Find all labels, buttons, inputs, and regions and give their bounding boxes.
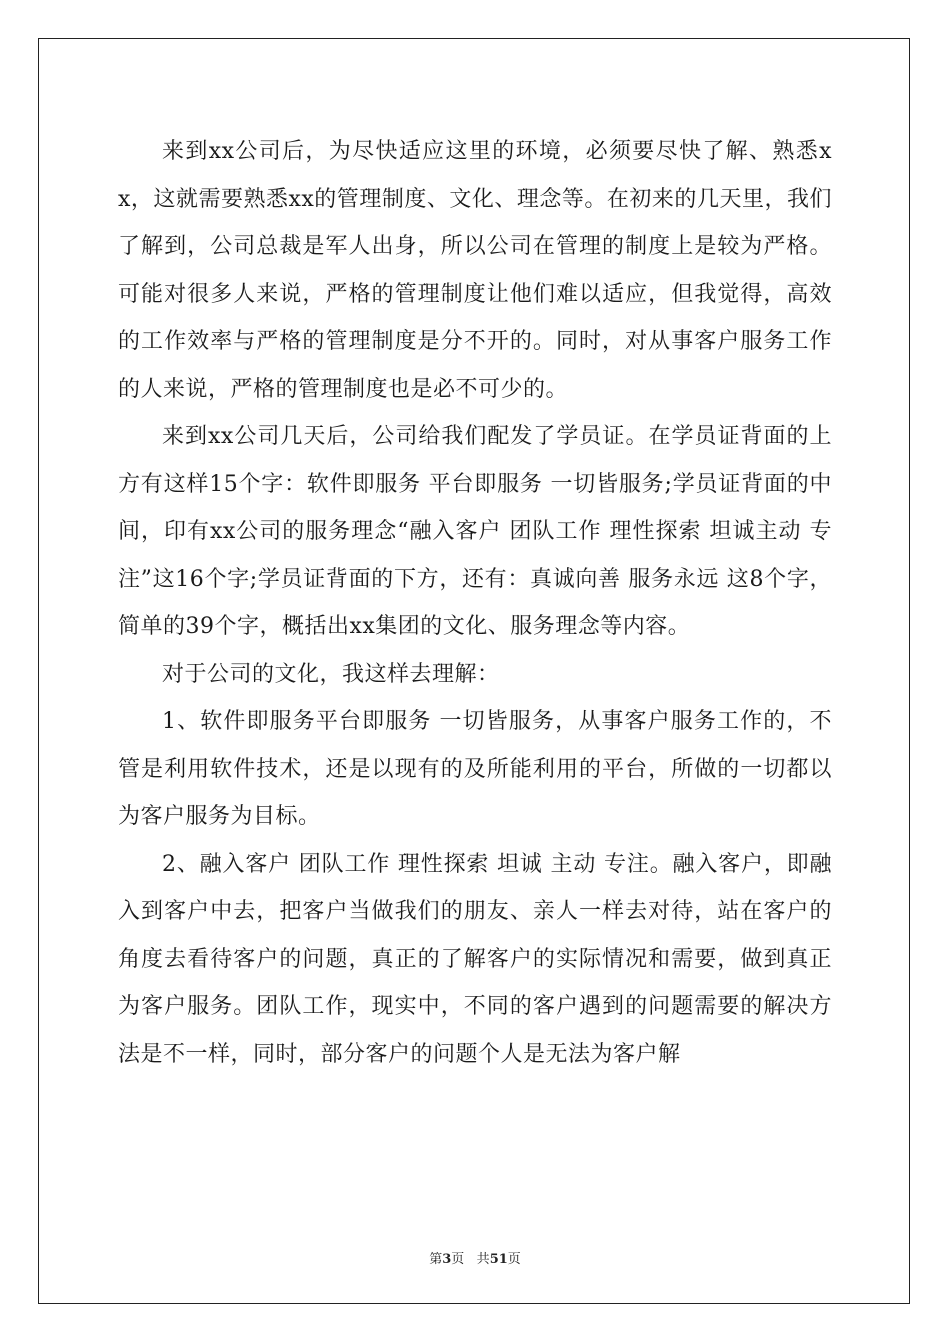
page-footer <box>0 1248 950 1267</box>
document-body <box>118 128 832 1078</box>
paragraph-1: 来到xx公司后，为尽快适应这里的环境，必须要尽快了解、熟悉xx，这就需要熟悉xx的管理制度、文化、理念等。在初来的几天里，我们了解到，公司总裁是军人出身，所以公司在管理的制度上是较为严格。可能对很多人来说，严格的管理制度让他们难以适应，但我觉得，高效的工作效率与严格的管理制度是分不开的。同时，对从事客户服务工作的人来说，严格的管理制度也是必不可少的。 <box>118 139 832 402</box>
paragraph-4: 1、软件即服务平台即服务 一切皆服务，从事客户服务工作的，不管是利用软件技术，还是以现有的及所能利用的平台，所做的一切都以为客户服务为目标。 <box>118 709 832 829</box>
footer-total-suffix: 页 <box>507 1252 521 1267</box>
footer-page-prefix: 第 <box>429 1252 443 1267</box>
footer-page-suffix: 页 <box>451 1252 465 1267</box>
paragraph-2: 来到xx公司几天后，公司给我们配发了学员证。在学员证背面的上方有这样15个字：软件即服务 平台即服务 一切皆服务;学员证背面的中间，印有xx公司的服务理念“融入客户 团队工作 理性探索 坦诚主动 专注”这16个字;学员证背面的下方，还有：真诚向善 服务永远 这8个字，简单的39个字，概括出xx集团的文化、服务理念等内容。 <box>118 424 832 639</box>
paragraph-5: 2、融入客户 团队工作 理性探索 坦诚 主动 专注。融入客户，即融入到客户中去，把客户当做我们的朋友、亲人一样去对待，站在客户的角度去看待客户的问题，真正的了解客户的实际情况和需要，做到真正为客户服务。团队工作，现实中，不同的客户遇到的问题需要的解决方法是不一样，同时，部分客户的问题个人是无法为客户解 <box>118 851 832 1067</box>
paragraph-3: 对于公司的文化，我这样去理解： <box>162 661 500 687</box>
footer-page-total: 51 <box>489 1252 508 1267</box>
footer-total-prefix: 共 <box>476 1252 490 1267</box>
footer-page-current: 3 <box>442 1252 452 1267</box>
